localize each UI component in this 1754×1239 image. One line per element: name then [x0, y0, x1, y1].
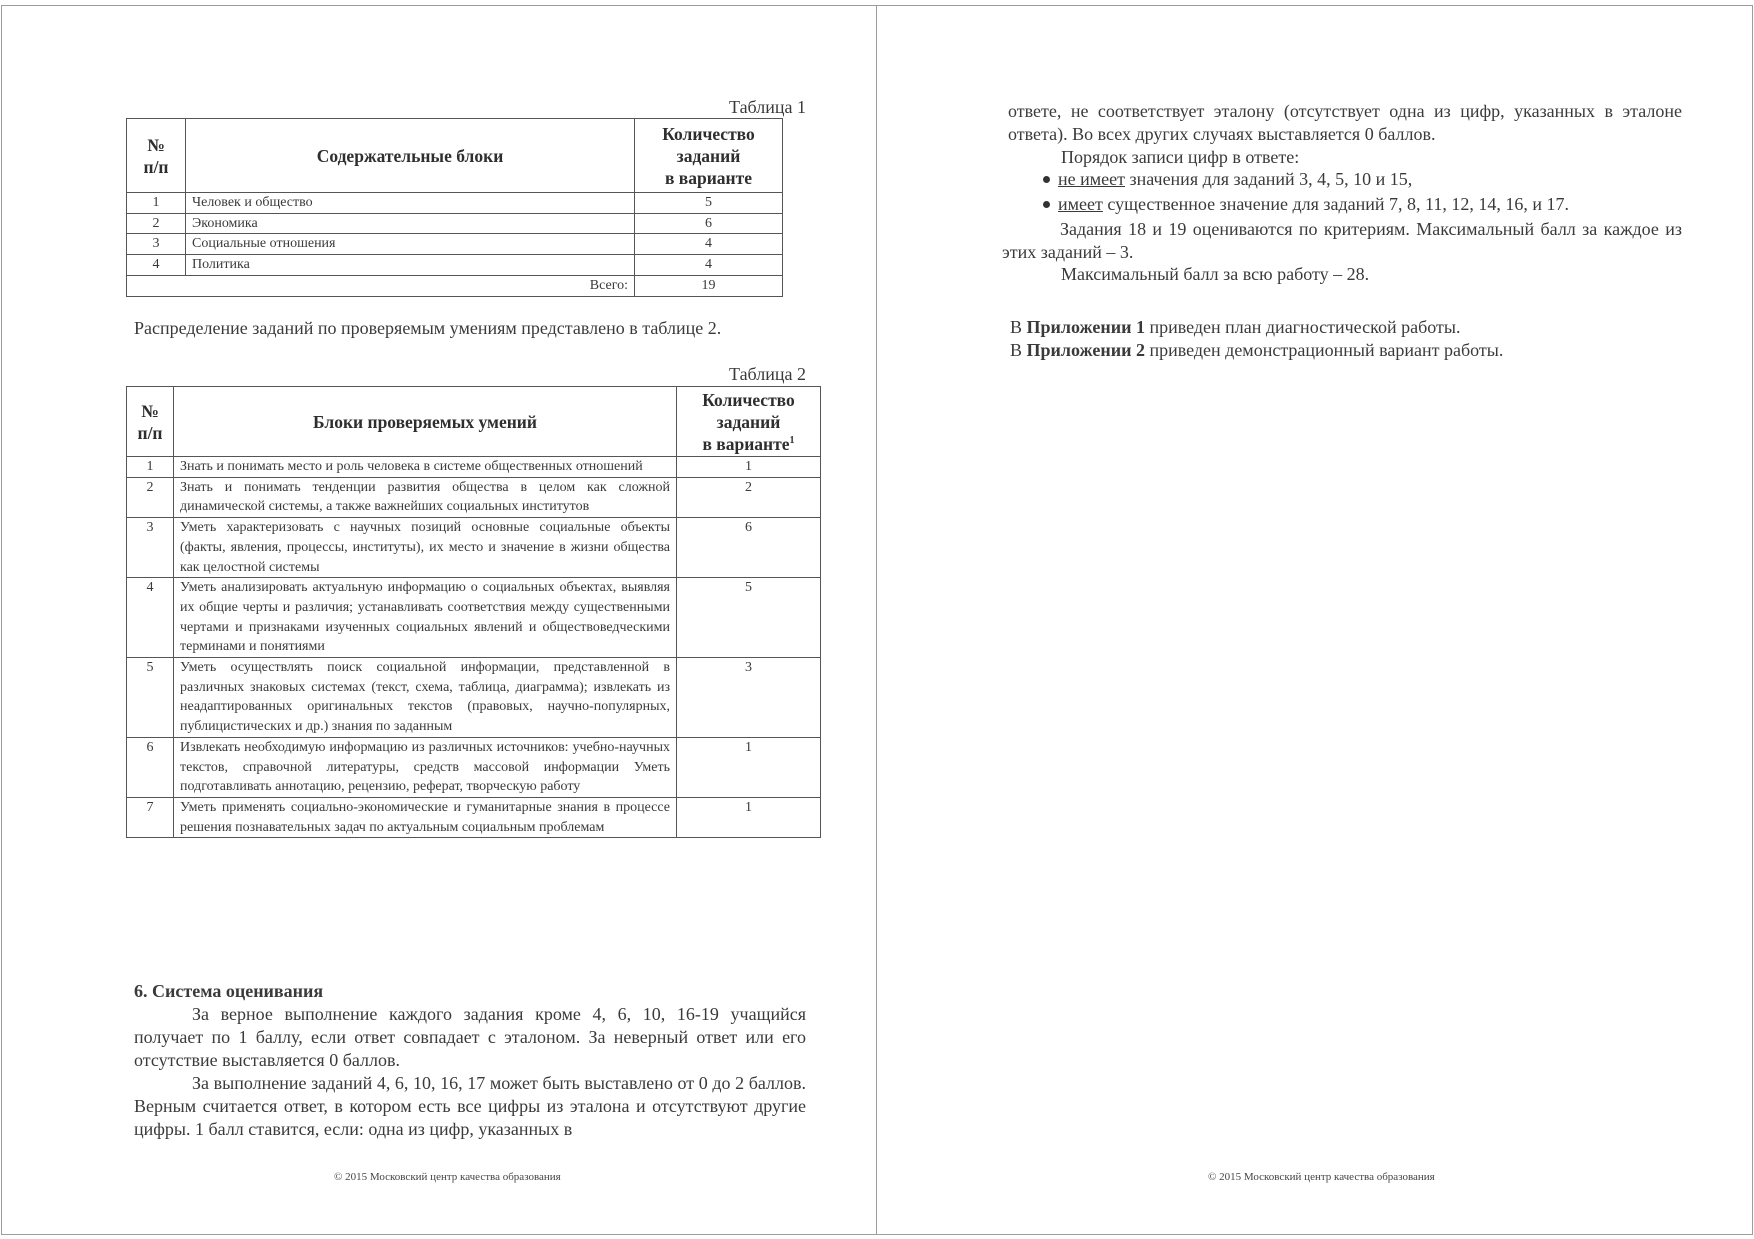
table1-cell-num: 4 — [127, 255, 186, 276]
table1-total-row — [127, 275, 783, 296]
table1-cell-count: 4 — [635, 255, 783, 276]
table2-cell-count: 1 — [677, 797, 821, 837]
table2-cell-count: 5 — [677, 578, 821, 658]
order-line: Порядок записи цифр в ответе: — [1061, 147, 1300, 167]
bullet-item — [1040, 192, 1569, 217]
table1-total-value: 19 — [635, 275, 783, 296]
table2-cell-count: 6 — [677, 518, 821, 578]
table1-header-row — [127, 119, 783, 193]
table2-header-count-text: Количество заданий в варианте — [702, 389, 795, 454]
table1-cell-count: 6 — [635, 213, 783, 234]
appendix1-link-text: Приложении 1 — [1026, 317, 1145, 337]
table2-cell-count: 3 — [677, 658, 821, 738]
table1-header-count: Количество заданий в варианте — [635, 119, 783, 193]
table1-total-label: Всего: — [127, 275, 635, 296]
table1-cell-name: Политика — [186, 255, 635, 276]
footnote-mark: 1 — [789, 434, 795, 446]
table2-cell-text: Извлекать необходимую информацию из различных источников: учебно-научных текстов, справочной литературы, средств массовой информации Уметь подготавливать аннотацию, рецензию, реферат, творческую работу — [174, 737, 677, 797]
table1-cell-name: Человек и общество — [186, 193, 635, 214]
table1-row — [127, 255, 783, 276]
table1-row — [127, 193, 783, 214]
bullet-emph: не имеет — [1058, 169, 1125, 189]
table1-cell-count: 4 — [635, 234, 783, 255]
table2-cell-num: 3 — [127, 518, 174, 578]
table1-cell-num: 3 — [127, 234, 186, 255]
table2-cell-text: Уметь характеризовать с научных позиций основные социальные объекты (факты, явления, процессы, институты), их место и значение в жизни общества как целостной системы — [174, 518, 677, 578]
table1-caption: Таблица 1 — [729, 97, 806, 117]
table2-cell-text: Уметь анализировать актуальную информацию о социальных объектах, выявляя их общие черты и различия; устанавливать соответствия между существенными чертами и признаками изученных социальных явлений и обществоведческими терминами и понятиями — [174, 578, 677, 658]
table1-row — [127, 234, 783, 255]
table2-row — [127, 737, 821, 797]
table2-header-row — [127, 387, 821, 457]
table1-cell-num: 1 — [127, 193, 186, 214]
table2-cell-num: 4 — [127, 578, 174, 658]
table2-cell-num: 7 — [127, 797, 174, 837]
table2-header-num: № п/п — [127, 387, 174, 457]
table2-cell-num: 5 — [127, 658, 174, 738]
appendix2-link-text: Приложении 2 — [1026, 340, 1145, 360]
table2-header-count — [677, 387, 821, 457]
table2-row — [127, 477, 821, 517]
criteria-paragraph: Задания 18 и 19 оцениваются по критериям. Максимальный балл за каждое из этих заданий – 3. — [1002, 219, 1682, 262]
appendix2-line — [1010, 339, 1503, 362]
table1-cell-name: Экономика — [186, 213, 635, 234]
appendix1-pre: В — [1010, 317, 1027, 337]
table2-header-blocks: Блоки проверяемых умений — [174, 387, 677, 457]
right-footer: © 2015 Московский центр качества образования — [1208, 1171, 1435, 1183]
left-page — [0, 0, 876, 1239]
table2-cell-count: 1 — [677, 737, 821, 797]
table2-row — [127, 797, 821, 837]
table2-cell-text: Знать и понимать тенденции развития общества в целом как сложной динамической системы, а также важнейших социальных институтов — [174, 477, 677, 517]
order-bullets — [1040, 167, 1569, 217]
table1 — [126, 118, 783, 297]
bullet-dot-icon — [1043, 176, 1050, 183]
table2-cell-num: 6 — [127, 737, 174, 797]
table2-row — [127, 578, 821, 658]
appendix2-pre: В — [1010, 340, 1027, 360]
table2-cell-count: 1 — [677, 457, 821, 478]
table2-cell-count: 2 — [677, 477, 821, 517]
right-page — [878, 0, 1754, 1239]
table2-row — [127, 518, 821, 578]
bullet-rest: существенное значение для заданий 7, 8, 11, 12, 14, 16, и 17. — [1102, 194, 1569, 214]
section6-heading: 6. Система оценивания — [134, 981, 324, 1001]
table1-header-blocks: Содержательные блоки — [186, 119, 635, 193]
max-score-line: Максимальный балл за всю работу – 28. — [1061, 264, 1370, 284]
appendix1-post: приведен план диагностической работы. — [1144, 317, 1461, 337]
table2-cell-text: Уметь применять социально-экономические и гуманитарные знания в процессе решения познавательных задач по актуальным социальным проблемам — [174, 797, 677, 837]
table2-caption: Таблица 2 — [729, 364, 806, 384]
section6-para1: За верное выполнение каждого задания кроме 4, 6, 10, 16-19 учащийся получает по 1 баллу, если ответ совпадает с эталоном. За неверный ответ или его отсутствие выставляется 0 баллов. — [134, 1004, 806, 1070]
distribution-text: Распределение заданий по проверяемым умениям представлено в таблице 2. — [134, 318, 722, 338]
table1-row — [127, 213, 783, 234]
bullet-item — [1040, 167, 1569, 192]
table2-cell-num: 1 — [127, 457, 174, 478]
bullet-emph: имеет — [1058, 194, 1103, 214]
table2-cell-text: Знать и понимать место и роль человека в системе общественных отношений — [174, 457, 677, 478]
table1-cell-count: 5 — [635, 193, 783, 214]
bullet-rest: значения для заданий 3, 4, 5, 10 и 15, — [1125, 169, 1413, 189]
section6-para2: За выполнение заданий 4, 6, 10, 16, 17 может быть выставлено от 0 до 2 баллов. Верным считается ответ, в котором есть все цифры из эталона и отсутствуют другие цифры. 1 балл ставится, если: одна из цифр, указанных в — [134, 1073, 806, 1139]
table2-cell-text: Уметь осуществлять поиск социальной информации, представленной в различных знаковых системах (текст, схема, таблица, диаграмма); извлекать из неадаптированных оригинальных текстов (правовых, научно-популярных, публицистических и др.) знания по заданным — [174, 658, 677, 738]
table1-header-num: № п/п — [127, 119, 186, 193]
table2-cell-num: 2 — [127, 477, 174, 517]
table1-cell-name: Социальные отношения — [186, 234, 635, 255]
table2-row — [127, 658, 821, 738]
left-footer: © 2015 Московский центр качества образования — [334, 1171, 561, 1183]
appendix2-post: приведен демонстрационный вариант работы. — [1144, 340, 1504, 360]
page-divider — [876, 5, 877, 1235]
continued-paragraph: ответе, не соответствует эталону (отсутствует одна из цифр, указанных в эталоне ответа). Во всех других случаях выставляется 0 баллов. — [1008, 101, 1682, 144]
table2 — [126, 386, 821, 838]
table2-row — [127, 457, 821, 478]
bullet-dot-icon — [1043, 201, 1050, 208]
table1-cell-num: 2 — [127, 213, 186, 234]
appendix1-line — [1010, 316, 1460, 339]
